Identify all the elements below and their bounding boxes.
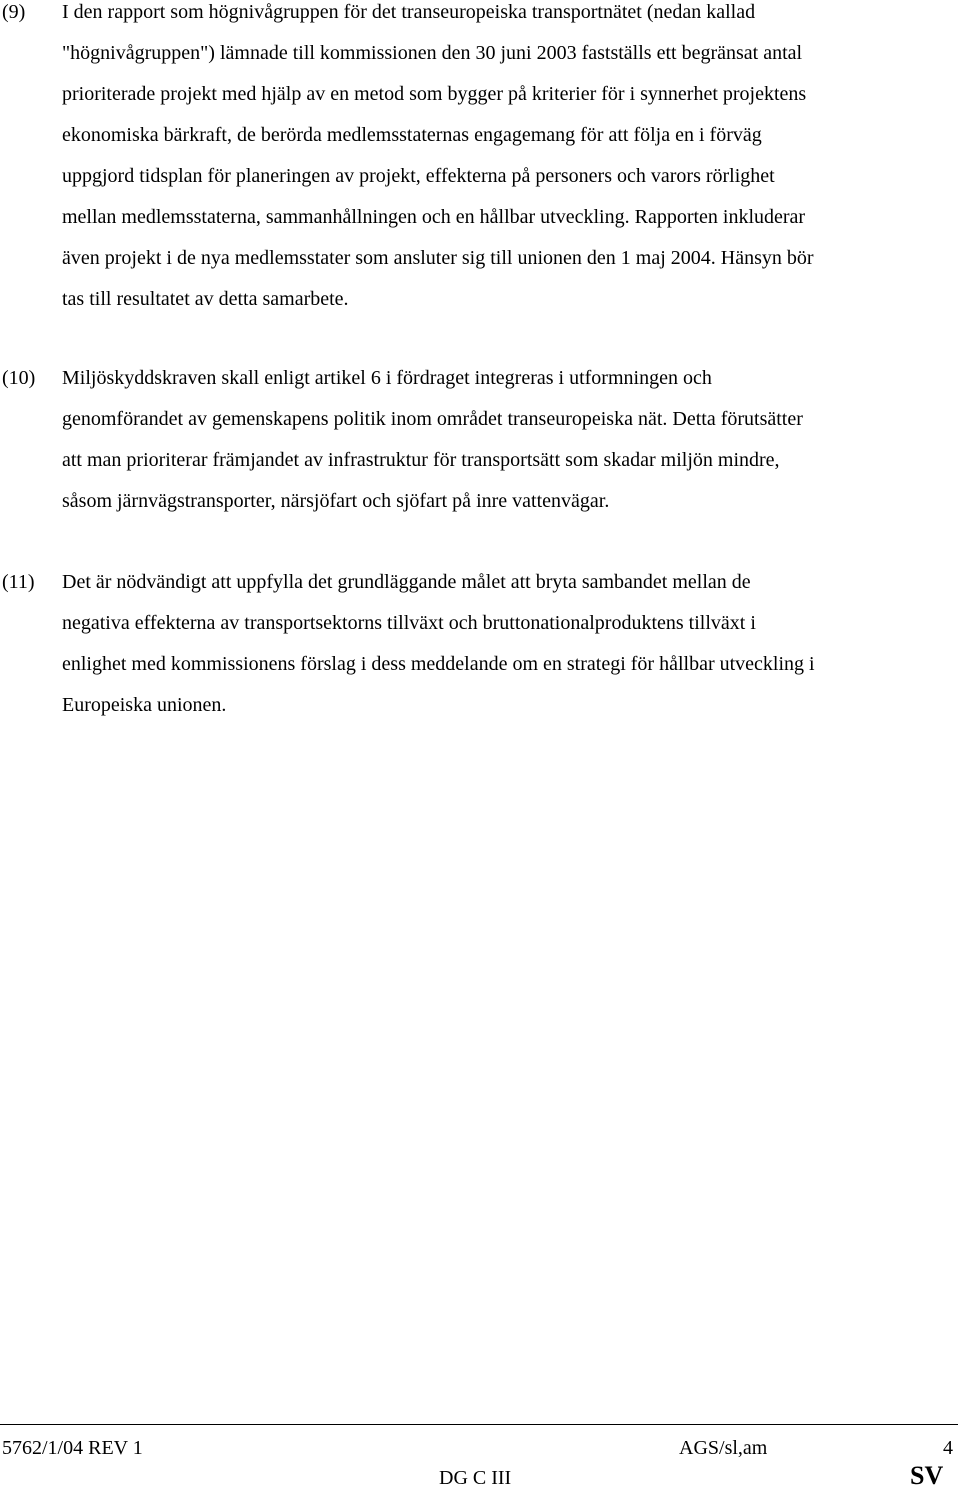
footer-divider: [0, 1424, 958, 1425]
footer-author-reference: AGS/sl,am: [679, 1437, 768, 1459]
footer-language-code: SV: [910, 1461, 944, 1490]
paragraph-number: (9): [2, 1, 26, 23]
paragraph-9: [0, 0, 960, 320]
paragraph-text: Det är nödvändigt att uppfylla det grundläggande målet att bryta sambandet mellan de negativa effekterna av transportsektorns tillväxt och bruttonationalproduktens tillväxt i enlighet med kommissionens förslag i dess meddelande om en strategi för hållbar utveckling i Europeiska unionen.: [62, 571, 815, 716]
paragraph-10: [0, 358, 960, 522]
paragraph-11: [0, 562, 960, 726]
footer-page-number: 4: [943, 1437, 953, 1459]
footer-document-reference: 5762/1/04 REV 1: [2, 1437, 143, 1459]
paragraph-number: (10): [2, 367, 36, 389]
paragraph-text: I den rapport som högnivågruppen för det transeuropeiska transportnätet (nedan kallad "högnivågruppen") lämnade till kommissionen den 30 juni 2003 fastställs ett begränsat antal prioriterade projekt med hjälp av en metod som bygger på kriterier för i synnerhet projektens ekonomiska bärkraft, de berörda medlemsstaternas engagemang för att följa en i förväg uppgjord tidsplan för planeringen av projekt, effekterna på personers och varors rörlighet mellan medlemsstaterna, sammanhållningen och en hållbar utveckling. Rapporten inkluderar även projekt i de nya medlemsstater som ansluter sig till unionen den 1 maj 2004. Hänsyn bör tas till resultatet av detta samarbete.: [62, 1, 814, 310]
paragraph-number: (11): [2, 571, 35, 593]
footer-directorate-reference: DG C III: [439, 1467, 512, 1489]
paragraph-text: Miljöskyddskraven skall enligt artikel 6 i fördraget integreras i utformningen och genomförandet av gemenskapens politik inom området transeuropeiska nät. Detta förutsätter att man prioriterar främjandet av infrastruktur för transportsätt som skadar miljön mindre, såsom järnvägstransporter, närsjöfart och sjöfart på inre vattenvägar.: [62, 367, 803, 512]
